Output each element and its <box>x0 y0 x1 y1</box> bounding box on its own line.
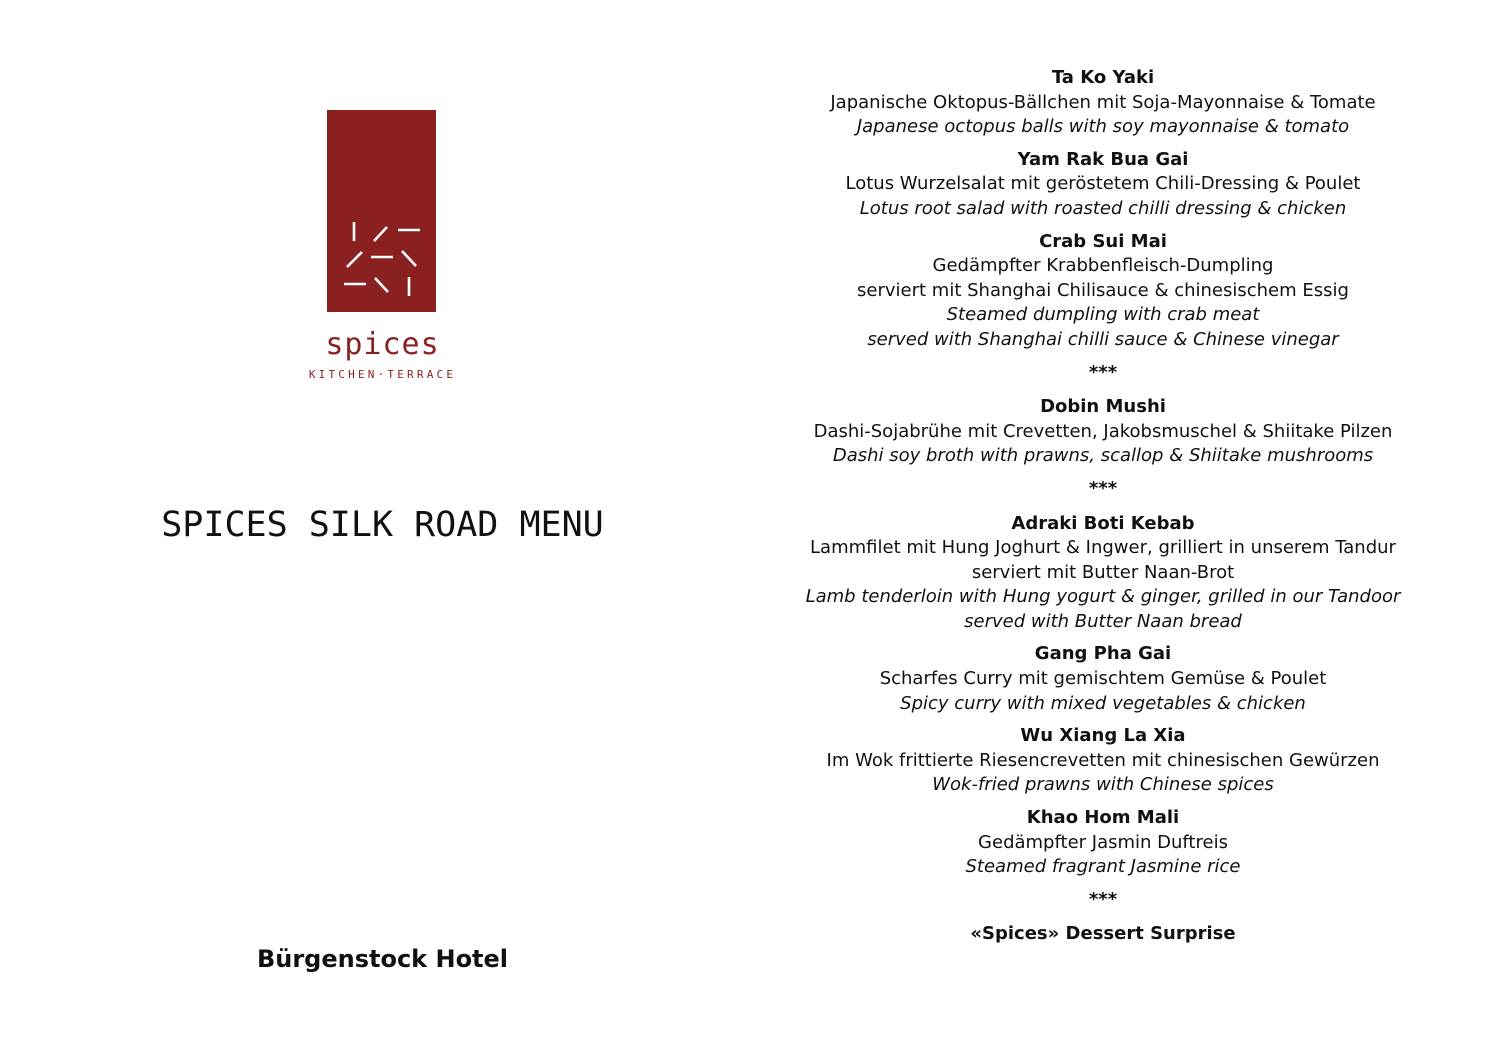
dish-description-de: Dashi-Sojabrühe mit Crevetten, Jakobsmuschel & Shiitake Pilzen <box>813 420 1393 442</box>
dish-description-de: serviert mit Shanghai Chilisauce & chinesischem Essig <box>857 279 1349 301</box>
menu-dish <box>790 395 1416 469</box>
dish-description-en: Wok-fried prawns with Chinese spices <box>932 774 1274 796</box>
hotel-name: Bürgenstock Hotel <box>256 945 509 973</box>
dish-description-de: Lotus Wurzelsalat mit geröstetem Chili-Dressing & Poulet <box>845 173 1361 195</box>
dish-name: Khao Hom Mali <box>1026 807 1180 829</box>
spices-logo <box>327 110 436 312</box>
dish-description-en: Steamed dumpling with crab meat <box>946 304 1260 326</box>
dish-name: Crab Sui Mai <box>1039 230 1167 252</box>
dish-name: «Spices» Dessert Surprise <box>970 923 1236 945</box>
dish-description-en: served with Shanghai chilli sauce & Chinese vinegar <box>867 328 1339 350</box>
dish-description-de: Im Wok frittierte Riesencrevetten mit chinesischen Gewürzen <box>826 749 1380 771</box>
dish-description-en: Lamb tenderloin with Hung yogurt & ginger, grilled in our Tandoor <box>805 586 1401 608</box>
menu-dish <box>790 66 1416 140</box>
dish-name: Dobin Mushi <box>1040 396 1166 418</box>
dish-description-en: Steamed fragrant Jasmine rice <box>965 856 1241 878</box>
menu-dish <box>790 806 1416 880</box>
menu-dish <box>790 642 1416 716</box>
dish-description-en: served with Butter Naan bread <box>964 610 1242 632</box>
dish-description-en: Japanese octopus balls with soy mayonnaise & tomato <box>856 116 1350 138</box>
dish-description-de: Gedämpfter Krabbenfleisch-Dumpling <box>932 255 1274 277</box>
brand-name: spices <box>325 327 440 362</box>
dish-description-de: serviert mit Butter Naan-Brot <box>971 561 1235 583</box>
dish-description-en: Dashi soy broth with prawns, scallop & Shiitake mushrooms <box>832 445 1374 467</box>
dish-description-en: Spicy curry with mixed vegetables & chicken <box>900 692 1306 714</box>
dish-description-de: Scharfes Curry mit gemischtem Gemüse & Poulet <box>879 668 1327 690</box>
dish-description-de: Lammfilet mit Hung Joghurt & Ingwer, grilliert in unserem Tandur <box>810 537 1396 559</box>
course-separator: *** <box>1088 477 1118 499</box>
dish-description-de: Japanische Oktopus-Bällchen mit Soja-Mayonnaise & Tomate <box>830 91 1376 113</box>
menu-title: SPICES SILK ROAD MENU <box>161 505 604 545</box>
dish-description-en: Lotus root salad with roasted chilli dressing & chicken <box>859 197 1347 219</box>
menu-dish <box>790 922 1416 947</box>
dish-name: Ta Ko Yaki <box>1051 67 1155 88</box>
dish-name: Gang Pha Gai <box>1034 643 1172 665</box>
dish-name: Yam Rak Bua Gai <box>1017 148 1189 170</box>
course-separator: *** <box>1088 888 1118 910</box>
menu-dish <box>790 230 1416 353</box>
menu-dish <box>790 148 1416 222</box>
menu-dish <box>790 512 1416 635</box>
menu-dish <box>790 724 1416 798</box>
menu-list <box>790 66 1416 955</box>
dish-name: Wu Xiang La Xia <box>1020 725 1186 747</box>
logo-mark-icon <box>327 110 436 312</box>
brand-subtitle: KITCHEN·TERRACE <box>308 368 457 381</box>
dish-description-de: Gedämpfter Jasmin Duftreis <box>978 831 1228 853</box>
dish-name: Adraki Boti Kebab <box>1011 512 1195 534</box>
course-separator: *** <box>1088 361 1118 383</box>
